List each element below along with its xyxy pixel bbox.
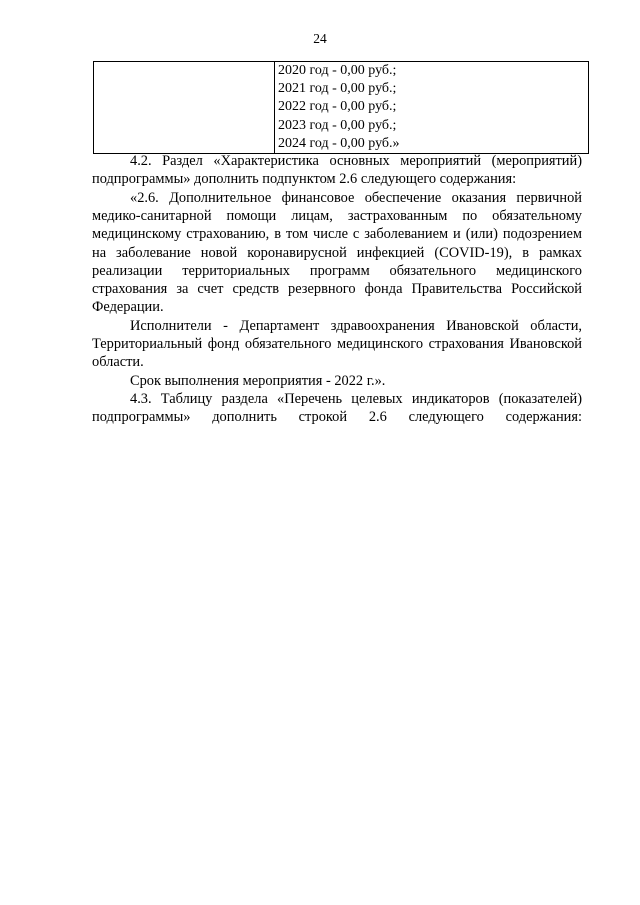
table-empty-cell <box>94 62 275 154</box>
paragraph-2-6 <box>92 189 582 316</box>
paragraph-4-3 <box>92 390 582 426</box>
paragraph-text: 4.3. Таблицу раздела «Перечень целевых индикаторов (показателей) подпрограммы» дополнить строкой 2.6 следующего содержания: <box>92 391 582 426</box>
funding-row-2023: 2023 год - 0,00 руб.; <box>278 117 397 133</box>
funding-table <box>93 61 589 154</box>
paragraph-text: Срок выполнения мероприятия - 2022 г.». <box>130 373 386 389</box>
funding-row-2024: 2024 год - 0,00 руб.» <box>278 135 400 151</box>
funding-row-2020: 2020 год - 0,00 руб.; <box>278 63 397 78</box>
funding-row-2022: 2022 год - 0,00 руб.; <box>278 99 397 115</box>
paragraph-executors <box>92 317 582 372</box>
paragraph-deadline <box>92 372 582 390</box>
page-number: 24 <box>313 31 327 46</box>
funding-row-2021: 2021 год - 0,00 руб.; <box>278 81 397 97</box>
paragraph-text: «2.6. Дополнительное финансовое обеспечение оказания первичной медико-санитарной помощи лицам, застрахованным по обязательному медицинскому страхованию, в том числе с заболеванием и (или) подозрением на заболевание новой коронавирусной инфекцией (COVID-19), в рамках реализации территориальных программ обязательного медицинского страхования за счет средств резервного фонда Правительства Российской Федерации. <box>92 190 582 316</box>
paragraph-text: Исполнители - Департамент здравоохранения Ивановской области, Территориальный фонд обязательного медицинского страхования Ивановской области. <box>92 318 582 371</box>
paragraph-4-2 <box>92 152 582 188</box>
table-funding-cell <box>275 62 589 154</box>
paragraph-text: 4.2. Раздел «Характеристика основных мероприятий (мероприятий) подпрограммы» дополнить подпунктом 2.6 следующего содержания: <box>92 153 582 188</box>
